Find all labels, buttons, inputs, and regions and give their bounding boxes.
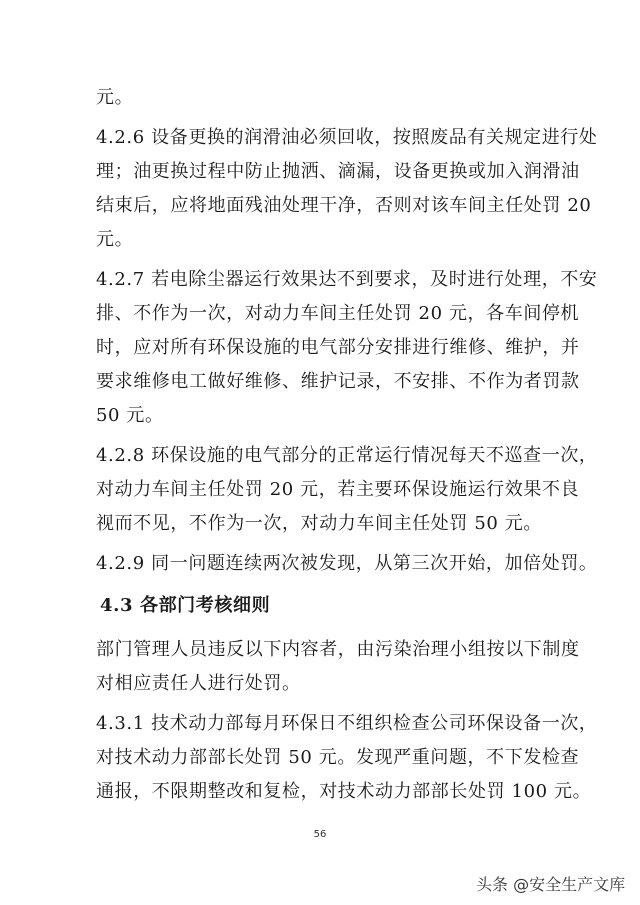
text-line: 排、不作为一次，对动力车间主任处罚 20 元，各车间停机 xyxy=(96,303,580,324)
text-line: 结束后，应将地面残油处理干净，否则对该车间主任处罚 20 xyxy=(96,195,592,216)
text-line: 理；油更换过程中防止抛洒、滴漏，设备更换或加入润滑油 xyxy=(96,161,580,182)
text-line: 视而不见，不作为一次，对动力车间主任处罚 50 元。 xyxy=(96,513,542,534)
watermark xyxy=(476,870,625,896)
section-heading: 4.3 各部门考核细则 xyxy=(100,595,271,616)
text-line: 4.2.8 环保设施的电气部分的正常运行情况每天不巡查一次， xyxy=(96,445,598,466)
text-line: 元。 xyxy=(96,229,134,250)
text-line: 4.2.9 同一问题连续两次被发现，从第三次开始，加倍处罚。 xyxy=(96,553,598,574)
text-line: 对技术动力部部长处罚 50 元。发现严重问题，不下发检查 xyxy=(96,747,580,768)
page-number: 56 xyxy=(313,829,327,840)
watermark-text: 头条 @安全生产文库 xyxy=(476,874,626,894)
text-line: 50 元。 xyxy=(96,405,164,426)
text-line: 4.2.7 若电除尘器运行效果达不到要求，及时进行处理，不安 xyxy=(96,269,598,290)
text-line: 通报，不限期整改和复检，对技术动力部部长处罚 100 元。 xyxy=(96,781,592,802)
text-line: 对动力车间主任处罚 20 元，若主要环保设施运行效果不良 xyxy=(96,479,580,500)
text-line: 4.3.1 技术动力部每月环保日不组织检查公司环保设备一次， xyxy=(96,713,598,734)
text-line: 时，应对所有环保设施的电气部分安排进行维修、维护，并 xyxy=(96,337,580,358)
text-line: 要求维修电工做好维修、维护记录，不安排、不作为者罚款 xyxy=(96,371,580,392)
text-line: 部门管理人员违反以下内容者，由污染治理小组按以下制度 xyxy=(96,639,580,660)
text-line: 4.2.6 设备更换的润滑油必须回收，按照废品有关规定进行处 xyxy=(96,127,598,148)
text-line: 元。 xyxy=(96,87,134,108)
text-line: 对相应责任人进行处罚。 xyxy=(96,673,301,694)
